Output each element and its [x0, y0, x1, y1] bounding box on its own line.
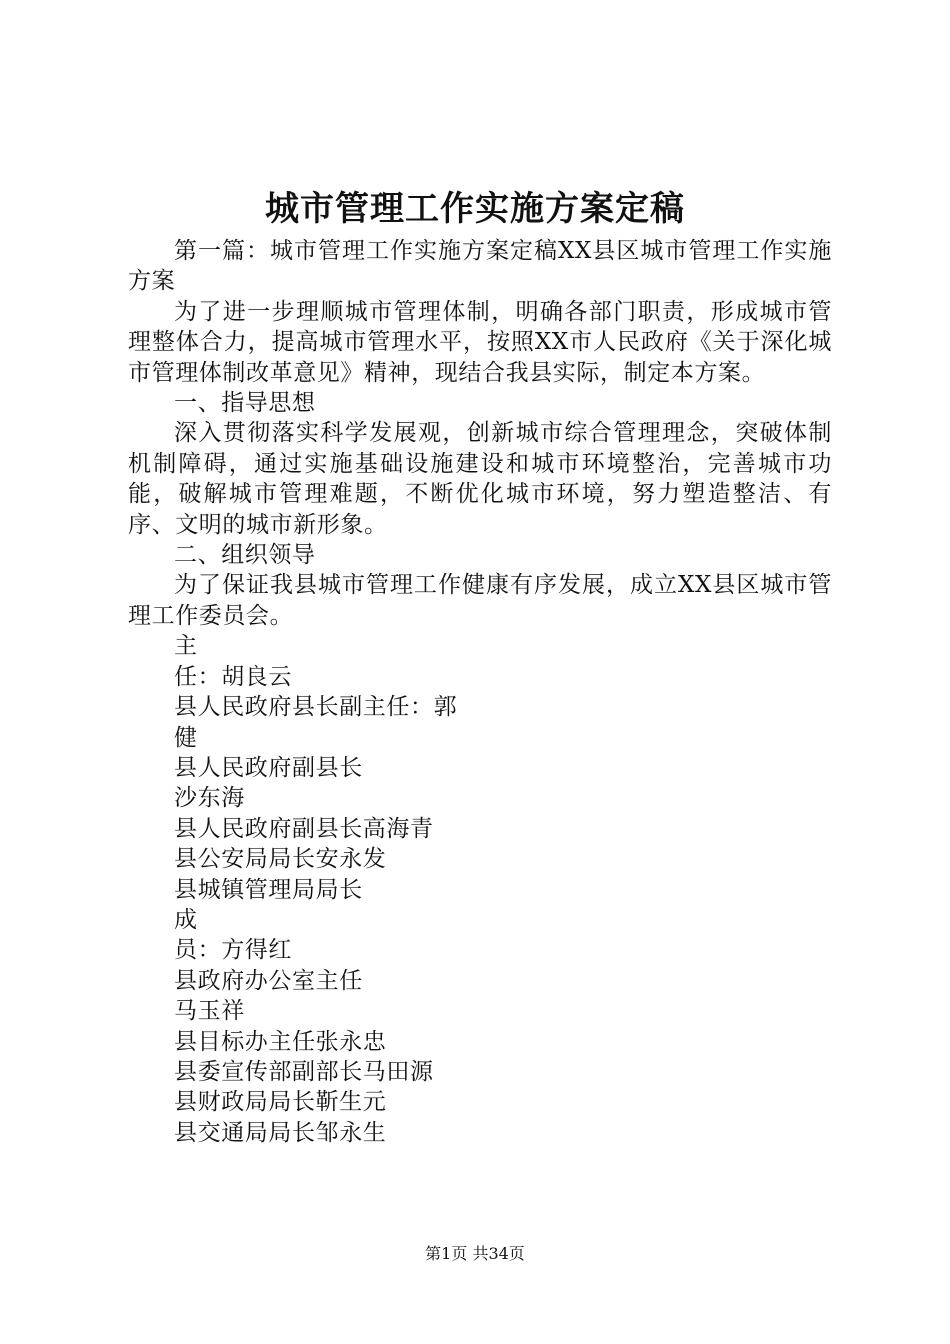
document-title: 城市管理工作实施方案定稿	[265, 189, 685, 229]
page-footer: 第1页 共34页	[425, 1244, 525, 1263]
list-item: 县公安局局长安永发	[174, 846, 387, 873]
list-item: 县人民政府副县长高海青	[174, 815, 434, 842]
paragraph: 第一篇：城市管理工作实施方案定稿XX县区城市管理工作实施方案	[128, 238, 832, 295]
document-body	[128, 236, 832, 1148]
list-item: 员：方得红	[174, 937, 292, 964]
list-item: 县目标办主任张永忠	[174, 1028, 387, 1055]
list-item: 健	[174, 724, 198, 751]
section-heading: 二、组织领导	[174, 542, 316, 569]
list-item: 沙东海	[174, 785, 245, 812]
list-item: 县人民政府县长副主任：郭	[174, 694, 458, 721]
list-item: 县委宣传部副部长马田源	[174, 1058, 434, 1085]
paragraph: 深入贯彻落实科学发展观，创新城市综合管理理念，突破体制机制障碍，通过实施基础设施建设和城市环境整治，完善城市功能，破解城市管理难题，不断优化城市环境，努力塑造整洁、有序、文明的城市新形象。	[128, 420, 832, 538]
list-item: 主	[174, 633, 198, 660]
list-item: 任：胡良云	[174, 663, 292, 690]
list-item: 县城镇管理局局长	[174, 876, 363, 903]
section-heading: 一、指导思想	[174, 390, 316, 417]
paragraph: 为了进一步理顺城市管理体制，明确各部门职责，形成城市管理整体合力，提高城市管理水平，按照XX市人民政府《关于深化城市管理体制改革意见》精神，现结合我县实际，制定本方案。	[128, 298, 832, 386]
paragraph: 为了保证我县城市管理工作健康有序发展，成立XX县区城市管理工作委员会。	[128, 572, 832, 629]
list-item: 县人民政府副县长	[174, 754, 363, 781]
list-item: 县财政局局长靳生元	[174, 1089, 387, 1116]
list-item: 马玉祥	[174, 998, 245, 1025]
list-item: 县政府办公室主任	[174, 967, 363, 994]
list-item: 县交通局局长邹永生	[174, 1119, 387, 1146]
list-item: 成	[174, 906, 198, 933]
